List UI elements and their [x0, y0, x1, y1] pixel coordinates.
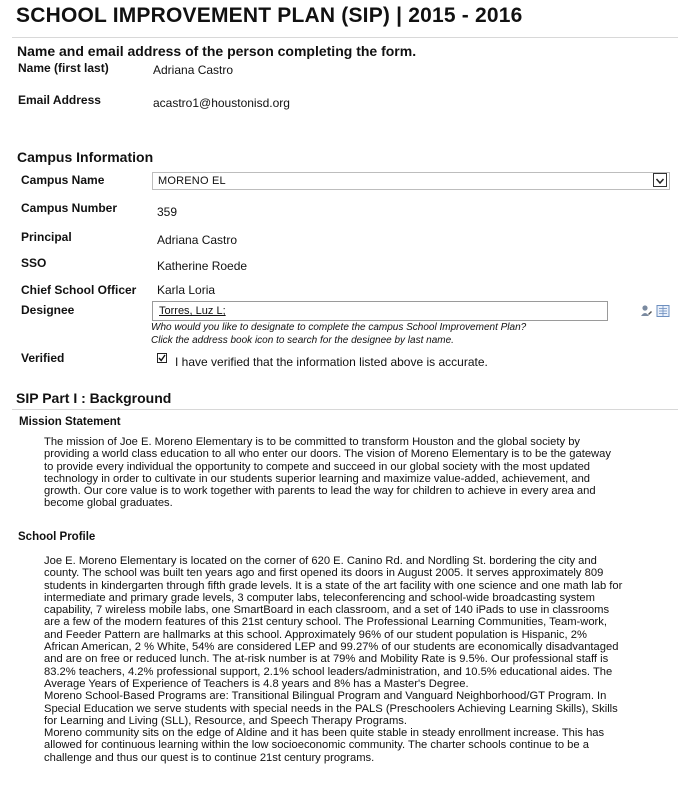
- mission-textarea[interactable]: [44, 436, 634, 510]
- checkmark-icon: [158, 354, 166, 362]
- part1-heading: SIP Part I : Background: [16, 390, 172, 406]
- part1-divider: [12, 409, 678, 410]
- address-book-icon[interactable]: [640, 304, 672, 318]
- sso-value: Katherine Roede: [157, 259, 248, 273]
- profile-textarea[interactable]: [44, 555, 644, 775]
- email-label: Email Address: [18, 93, 101, 107]
- campus-name-value: MORENO EL: [158, 175, 226, 187]
- designee-input[interactable]: [152, 301, 608, 321]
- address-book-icons[interactable]: [640, 304, 672, 318]
- campus-number-label: Campus Number: [21, 201, 118, 215]
- profile-label: School Profile: [18, 531, 96, 543]
- campus-name-select[interactable]: [152, 172, 670, 190]
- page-title: SCHOOL IMPROVEMENT PLAN (SIP) | 2015 - 2016: [16, 4, 523, 27]
- designee-help-line-1: Who would you like to designate to complete the campus School Improvement Plan?: [151, 322, 527, 333]
- campus-name-label: Campus Name: [21, 173, 105, 187]
- completer-heading: Name and email address of the person completing the form.: [17, 43, 417, 59]
- verified-text: I have verified that the information listed above is accurate.: [175, 355, 488, 369]
- principal-label: Principal: [21, 230, 72, 244]
- designee-help-line-2: Click the address book icon to search for the designee by last name.: [151, 335, 454, 346]
- email-value: acastro1@houstonisd.org: [153, 96, 290, 110]
- verified-label: Verified: [21, 351, 65, 365]
- title-divider: [12, 37, 678, 38]
- principal-value: Adriana Castro: [157, 233, 238, 247]
- sso-label: SSO: [21, 256, 47, 270]
- name-label: Name (first last): [18, 61, 109, 75]
- profile-text: Joe E. Moreno Elementary is located on the corner of 620 E. Canino Rd. and Nordling St. bordering the city and county. The school was built ten years ago and first opened its doors in August 2005. It serves approximately 809 students in kindergarten through fifth grade levels. It is a state of the art facility with one science and one math lab for intermediate and primary grade levels, 3 computer labs, teleconferencing and school-wide broadcasting system capability, 7 wireless mobile labs, one SmartBoard in each classroom, and a set of 140 iPads to use in classrooms are a few of the modern features of this 21st century school. The Professional Learning Communities, Team-work, and Feeder Pattern are hallmarks at this school. Approximately 96% of our student population is Hispanic, 2% African American, 2 % White, 54% are considered LEP and 99.27% of our students are economically disadvantaged and are on free or reduced lunch. The at-risk number is at 79% and Mobility Rate is 9.5%. Our professional staff is 83.2% teachers, 4.2% professional support, 2.1% school leaders/administration, and 10.5% educational aides. The Average Years of Experience of Teachers is 4.8 years and 8% has a Master's Degree. Moreno School-Based Programs are: Transitional Bilingual Program and Vanguard Neighborhood/GT Program. In Special Education we serve students with special needs in the PALS (Preschoolers Achieving Learning Skills), Skills for Learning and Living (SLL), Resource, and Speech Therapy Programs. Moreno community sits on the edge of Aldine and it has been quite stable in steady enrollment increase. This has allowed for continuous learning within the low socioeconomic community. The charter schools continue to be a challenge and thus our quest is to continue 21st century programs.: [44, 555, 623, 764]
- mission-label: Mission Statement: [19, 416, 121, 428]
- designee-value: Torres, Luz L;: [159, 305, 226, 317]
- name-value: Adriana Castro: [153, 63, 234, 77]
- dropdown-button[interactable]: [653, 173, 667, 187]
- verified-checkbox[interactable]: [157, 353, 167, 363]
- campus-heading: Campus Information: [17, 149, 154, 165]
- campus-number-value: 359: [157, 205, 178, 219]
- chief-officer-value: Karla Loria: [157, 283, 216, 297]
- chief-officer-label: Chief School Officer: [21, 283, 137, 297]
- chevron-down-icon: [654, 175, 666, 187]
- mission-text: The mission of Joe E. Moreno Elementary is to be committed to transform Houston and the global society by providing a world class education to all who enter our doors. The vision of Moreno Elementary is to be the gateway to provide every individual the opportunity to compete and succeed in our global society with the most updated technology in order to cultivate in our students superior learning and maximize value-added, achievement, and growth. Our core value is to work together with parents to lead the way for children to achieve in every area and become global graduates.: [44, 436, 611, 510]
- designee-label: Designee: [21, 303, 75, 317]
